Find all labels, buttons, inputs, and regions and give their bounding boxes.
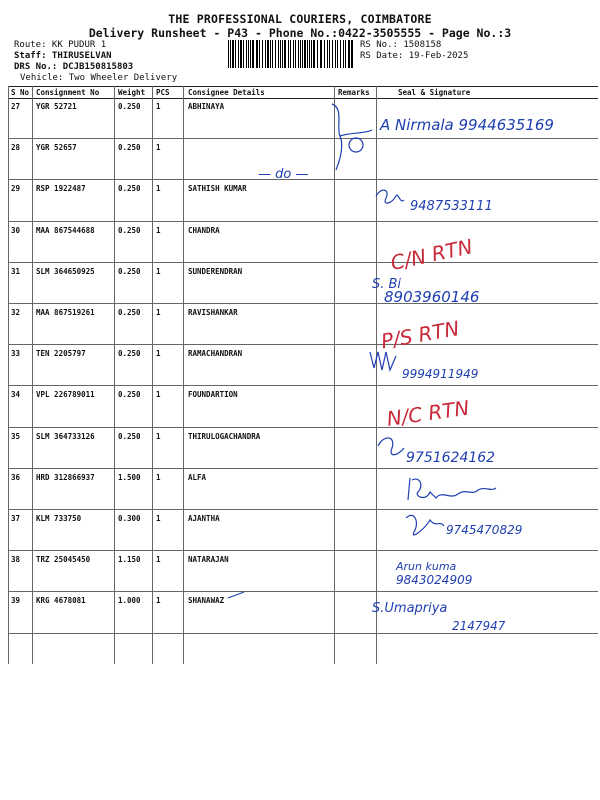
table-row <box>8 304 598 345</box>
header-remarks: Remarks <box>338 88 370 97</box>
drs-number: DRS No.: DCJB150815803 <box>14 62 134 72</box>
cell-consignee: THIRULOGACHANDRA <box>188 431 261 441</box>
cell-consignee: RAMACHANDRAN <box>188 349 243 359</box>
cell-pcs: 1 <box>156 225 161 235</box>
table-row <box>8 428 598 469</box>
cell-consignment: MAA 867544688 <box>36 225 95 235</box>
table-row <box>8 551 598 592</box>
table-row <box>8 386 598 427</box>
cell-consignment: KRG 4678081 <box>36 596 86 606</box>
cell-pcs: 1 <box>156 472 161 482</box>
cell-weight: 1.000 <box>118 596 141 606</box>
cell-pcs: 1 <box>156 266 161 276</box>
handwriting-r38: 9843024909 <box>396 573 473 587</box>
cell-weight: 0.250 <box>118 102 141 111</box>
handwriting-r39-name: S.Umapriya <box>372 601 448 616</box>
cell-weight: 1.150 <box>118 555 141 565</box>
col-divider <box>114 86 115 664</box>
cell-consignment: YGR 52721 <box>36 102 77 111</box>
handwriting-r37: 9745470829 <box>446 523 523 537</box>
cell-consignment: VPL 226789011 <box>36 390 95 400</box>
company-title: THE PROFESSIONAL COURIERS, COIMBATORE <box>168 12 432 26</box>
handwriting-r35: 9751624162 <box>406 450 496 466</box>
staff-text: Staff: THIRUSELVAN <box>14 51 112 61</box>
cell-consignee: ABHINAYA <box>188 102 225 111</box>
cell-sno: 30 <box>11 225 21 235</box>
col-divider <box>32 86 33 664</box>
cell-sno: 31 <box>11 266 21 276</box>
table-row <box>8 469 598 510</box>
rs-number: RS No.: 1508158 <box>360 40 442 50</box>
cell-sno: 27 <box>11 102 21 111</box>
header-pcs: PCS <box>156 88 170 97</box>
runsheet-subtitle: Delivery Runsheet - P43 - Phone No.:0422-3505555 - Page No.:3 <box>88 26 512 40</box>
header-signature: Seal & Signature <box>398 88 471 97</box>
cell-sno: 38 <box>11 555 21 565</box>
cell-pcs: 1 <box>156 596 161 606</box>
table-row <box>8 98 598 139</box>
cell-sno: 39 <box>11 596 21 606</box>
cell-sno: 29 <box>11 184 21 194</box>
header-weight: Weight <box>118 88 146 97</box>
cell-consignment: TRZ 25045450 <box>36 555 91 565</box>
handwriting-r29: 9487533111 <box>410 199 493 214</box>
handwriting-r33: 9994911949 <box>402 367 479 381</box>
handwriting-r38-name: Arun kuma <box>396 560 457 573</box>
cell-consignee: SHANAWAZ <box>188 596 225 606</box>
handwriting-r27: A Nirmala 9944635169 <box>380 116 554 134</box>
cell-pcs: 1 <box>156 102 161 111</box>
table-row <box>8 139 598 180</box>
cell-weight: 0.250 <box>118 431 141 441</box>
cell-consignment: TEN 2205797 <box>36 349 86 359</box>
cell-pcs: 1 <box>156 514 161 523</box>
cell-weight: 0.250 <box>118 225 141 235</box>
table-row <box>8 263 598 304</box>
cell-consignee: SATHISH KUMAR <box>188 184 247 194</box>
cell-sno: 28 <box>11 143 21 153</box>
cell-pcs: 1 <box>156 143 161 153</box>
cell-consignee: FOUNDARTION <box>188 390 238 400</box>
table-row <box>8 222 598 263</box>
cell-pcs: 1 <box>156 349 161 359</box>
cell-weight: 0.250 <box>118 184 141 194</box>
cell-pcs: 1 <box>156 390 161 400</box>
cell-weight: 0.300 <box>118 514 141 523</box>
handwriting-r39: 2147947 <box>452 619 506 633</box>
cell-sno: 35 <box>11 431 21 441</box>
handwriting-r30: C/N RTN <box>388 234 475 276</box>
cell-consignee: RAVISHANKAR <box>188 308 238 317</box>
handwriting-r34: N/C RTN <box>385 395 471 431</box>
cell-pcs: 1 <box>156 184 161 194</box>
cell-consignment: HRD 312866937 <box>36 472 95 482</box>
vehicle-text: Vehicle: Two Wheeler Delivery <box>20 73 178 83</box>
col-divider <box>334 86 335 664</box>
route-text: Route: KK PUDUR 1 <box>14 40 107 50</box>
col-divider <box>152 86 153 664</box>
cell-sno: 34 <box>11 390 21 400</box>
header-sno: S No <box>11 88 30 97</box>
table-row <box>8 592 598 633</box>
cell-consignment: MAA 867519261 <box>36 308 95 317</box>
cell-sno: 33 <box>11 349 21 359</box>
table-row <box>8 180 598 221</box>
cell-weight: 0.250 <box>118 349 141 359</box>
cell-consignment: YGR 52657 <box>36 143 77 153</box>
cell-consignment: RSP 1922487 <box>36 184 86 194</box>
cell-consignment: SLM 364733126 <box>36 431 95 441</box>
cell-sno: 32 <box>11 308 21 317</box>
handwriting-r31-sig: S. Bi <box>372 277 402 292</box>
cell-sno: 37 <box>11 514 21 523</box>
cell-weight: 0.250 <box>118 143 141 153</box>
cell-consignee: SUNDERENDRAN <box>188 266 243 276</box>
handwriting-r28: — do — <box>258 167 309 182</box>
cell-consignee: ALFA <box>188 472 207 482</box>
cell-sno: 36 <box>11 472 21 482</box>
header-consignee: Consignee Details <box>188 88 265 97</box>
handwriting-r31: 8903960146 <box>384 288 480 306</box>
col-divider <box>8 86 9 664</box>
col-divider <box>376 86 377 664</box>
barcode-image <box>228 40 354 68</box>
cell-weight: 0.250 <box>118 266 141 276</box>
cell-pcs: 1 <box>156 431 161 441</box>
cell-weight: 0.250 <box>118 308 141 317</box>
col-divider <box>183 86 184 664</box>
cell-weight: 0.250 <box>118 390 141 400</box>
cell-consignee: NATARAJAN <box>188 555 229 565</box>
table-row <box>8 510 598 551</box>
cell-consignee: AJANTHA <box>188 514 220 523</box>
cell-pcs: 1 <box>156 555 161 565</box>
handwriting-r32: P/S RTN <box>379 316 462 354</box>
cell-pcs: 1 <box>156 308 161 317</box>
cell-weight: 1.500 <box>118 472 141 482</box>
header-consignment: Consignment No <box>36 88 100 97</box>
table-row <box>8 345 598 386</box>
rs-date: RS Date: 19-Feb-2025 <box>360 51 469 61</box>
cell-consignee: CHANDRA <box>188 225 220 235</box>
cell-consignment: KLM 733750 <box>36 514 82 523</box>
cell-consignment: SLM 364650925 <box>36 266 95 276</box>
